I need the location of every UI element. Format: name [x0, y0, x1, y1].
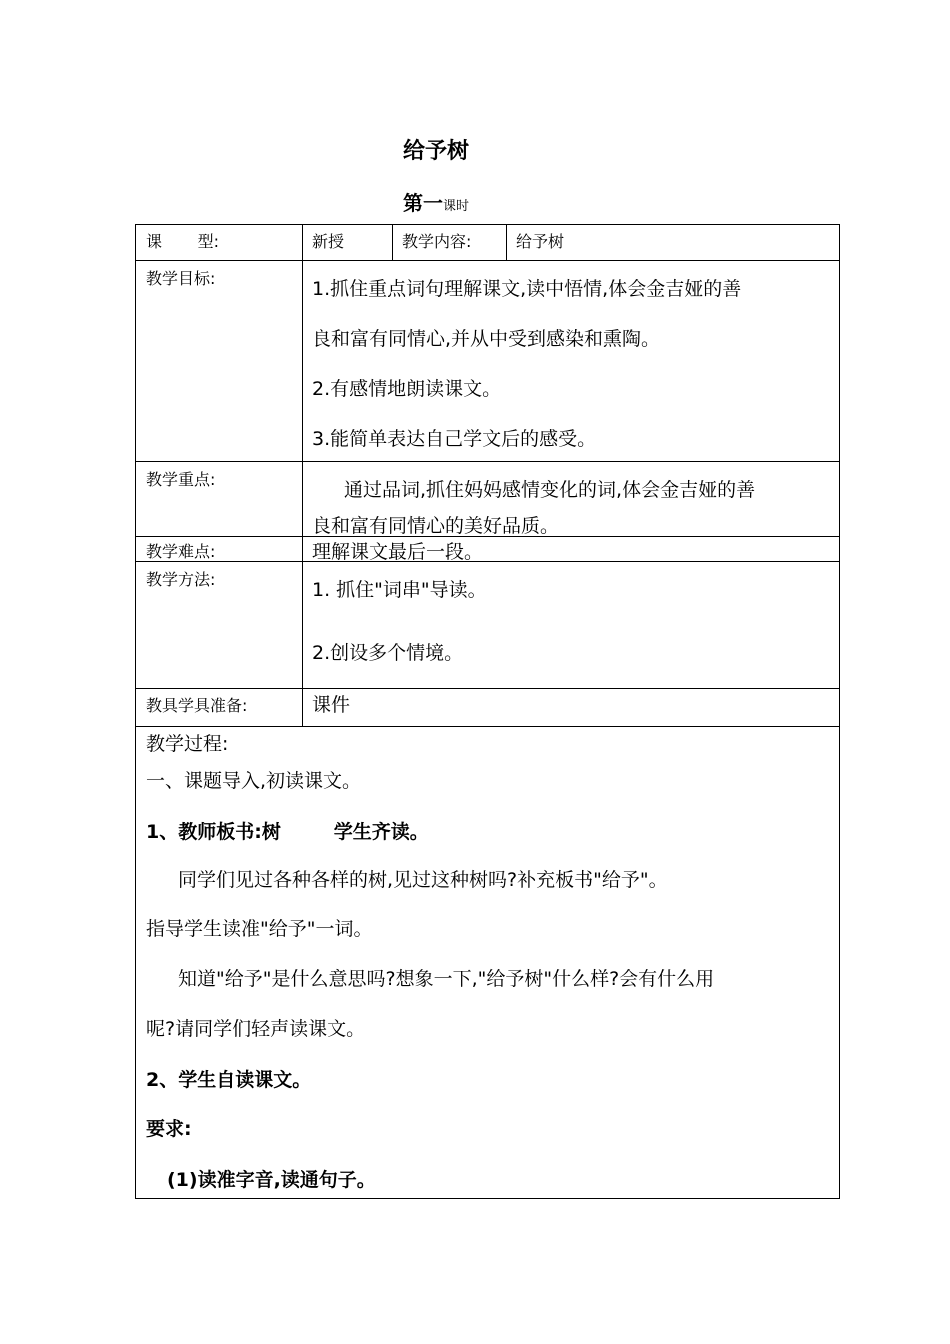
process-line: 1、教师板书:树 学生齐读。 [146, 821, 429, 843]
tools-label: 教具学具准备: [146, 696, 248, 715]
process-heading: 教学过程: [146, 733, 229, 755]
row-divider [136, 461, 839, 462]
lesson-unit: 课时 [442, 199, 469, 214]
type-value: 新授 [312, 232, 345, 251]
content-value: 给予树 [516, 232, 565, 251]
goals-label: 教学目标: [146, 269, 216, 288]
key-points-label: 教学重点: [146, 470, 216, 489]
column-divider [302, 225, 303, 726]
lesson-number: 第一 [402, 191, 443, 215]
goal-line: 1.抓住重点词句理解课文,读中悟情,体会金吉娅的善 [312, 278, 742, 300]
process-line: 知道"给予"是什么意思吗?想象一下,"给予树"什么样?会有什么用 [178, 968, 715, 990]
tools-value: 课件 [312, 694, 351, 716]
content-label: 教学内容: [402, 232, 472, 251]
process-line: (1)读准字音,读通句子。 [167, 1169, 376, 1191]
row-divider [136, 561, 839, 562]
goal-line: 2.有感情地朗读课文。 [312, 378, 502, 400]
column-divider [392, 225, 393, 260]
process-line: 一、课题导入,初读课文。 [146, 770, 362, 792]
type-label: 课 型: [146, 232, 219, 251]
process-line: 呢?请同学们轻声读课文。 [146, 1018, 366, 1040]
row-divider [136, 726, 839, 727]
difficulty-label: 教学难点: [146, 542, 216, 561]
method-label: 教学方法: [146, 570, 216, 589]
method-line: 2.创设多个情境。 [312, 642, 464, 664]
goal-line: 3.能简单表达自己学文后的感受。 [312, 428, 597, 450]
goal-line: 良和富有同情心,并从中受到感染和熏陶。 [312, 328, 661, 350]
process-line: 指导学生读准"给予"一词。 [146, 918, 373, 940]
document-title: 给予树 [402, 139, 469, 164]
key-point-line: 通过品词,抓住妈妈感情变化的词,体会金吉娅的善 [344, 479, 756, 501]
process-line: 2、学生自读课文。 [146, 1069, 312, 1091]
difficulty-value: 理解课文最后一段。 [312, 541, 484, 563]
lesson-plan-table [135, 224, 840, 1199]
key-point-line: 良和富有同情心的美好品质。 [312, 515, 560, 537]
method-line: 1. 抓住"词串"导读。 [312, 579, 487, 601]
process-line: 同学们见过各种各样的树,见过这种树吗?补充板书"给予"。 [178, 869, 668, 891]
column-divider [506, 225, 507, 260]
lesson-subtitle [0, 187, 872, 216]
row-divider [136, 260, 839, 261]
process-line: 要求: [146, 1118, 192, 1140]
row-divider [136, 688, 839, 689]
